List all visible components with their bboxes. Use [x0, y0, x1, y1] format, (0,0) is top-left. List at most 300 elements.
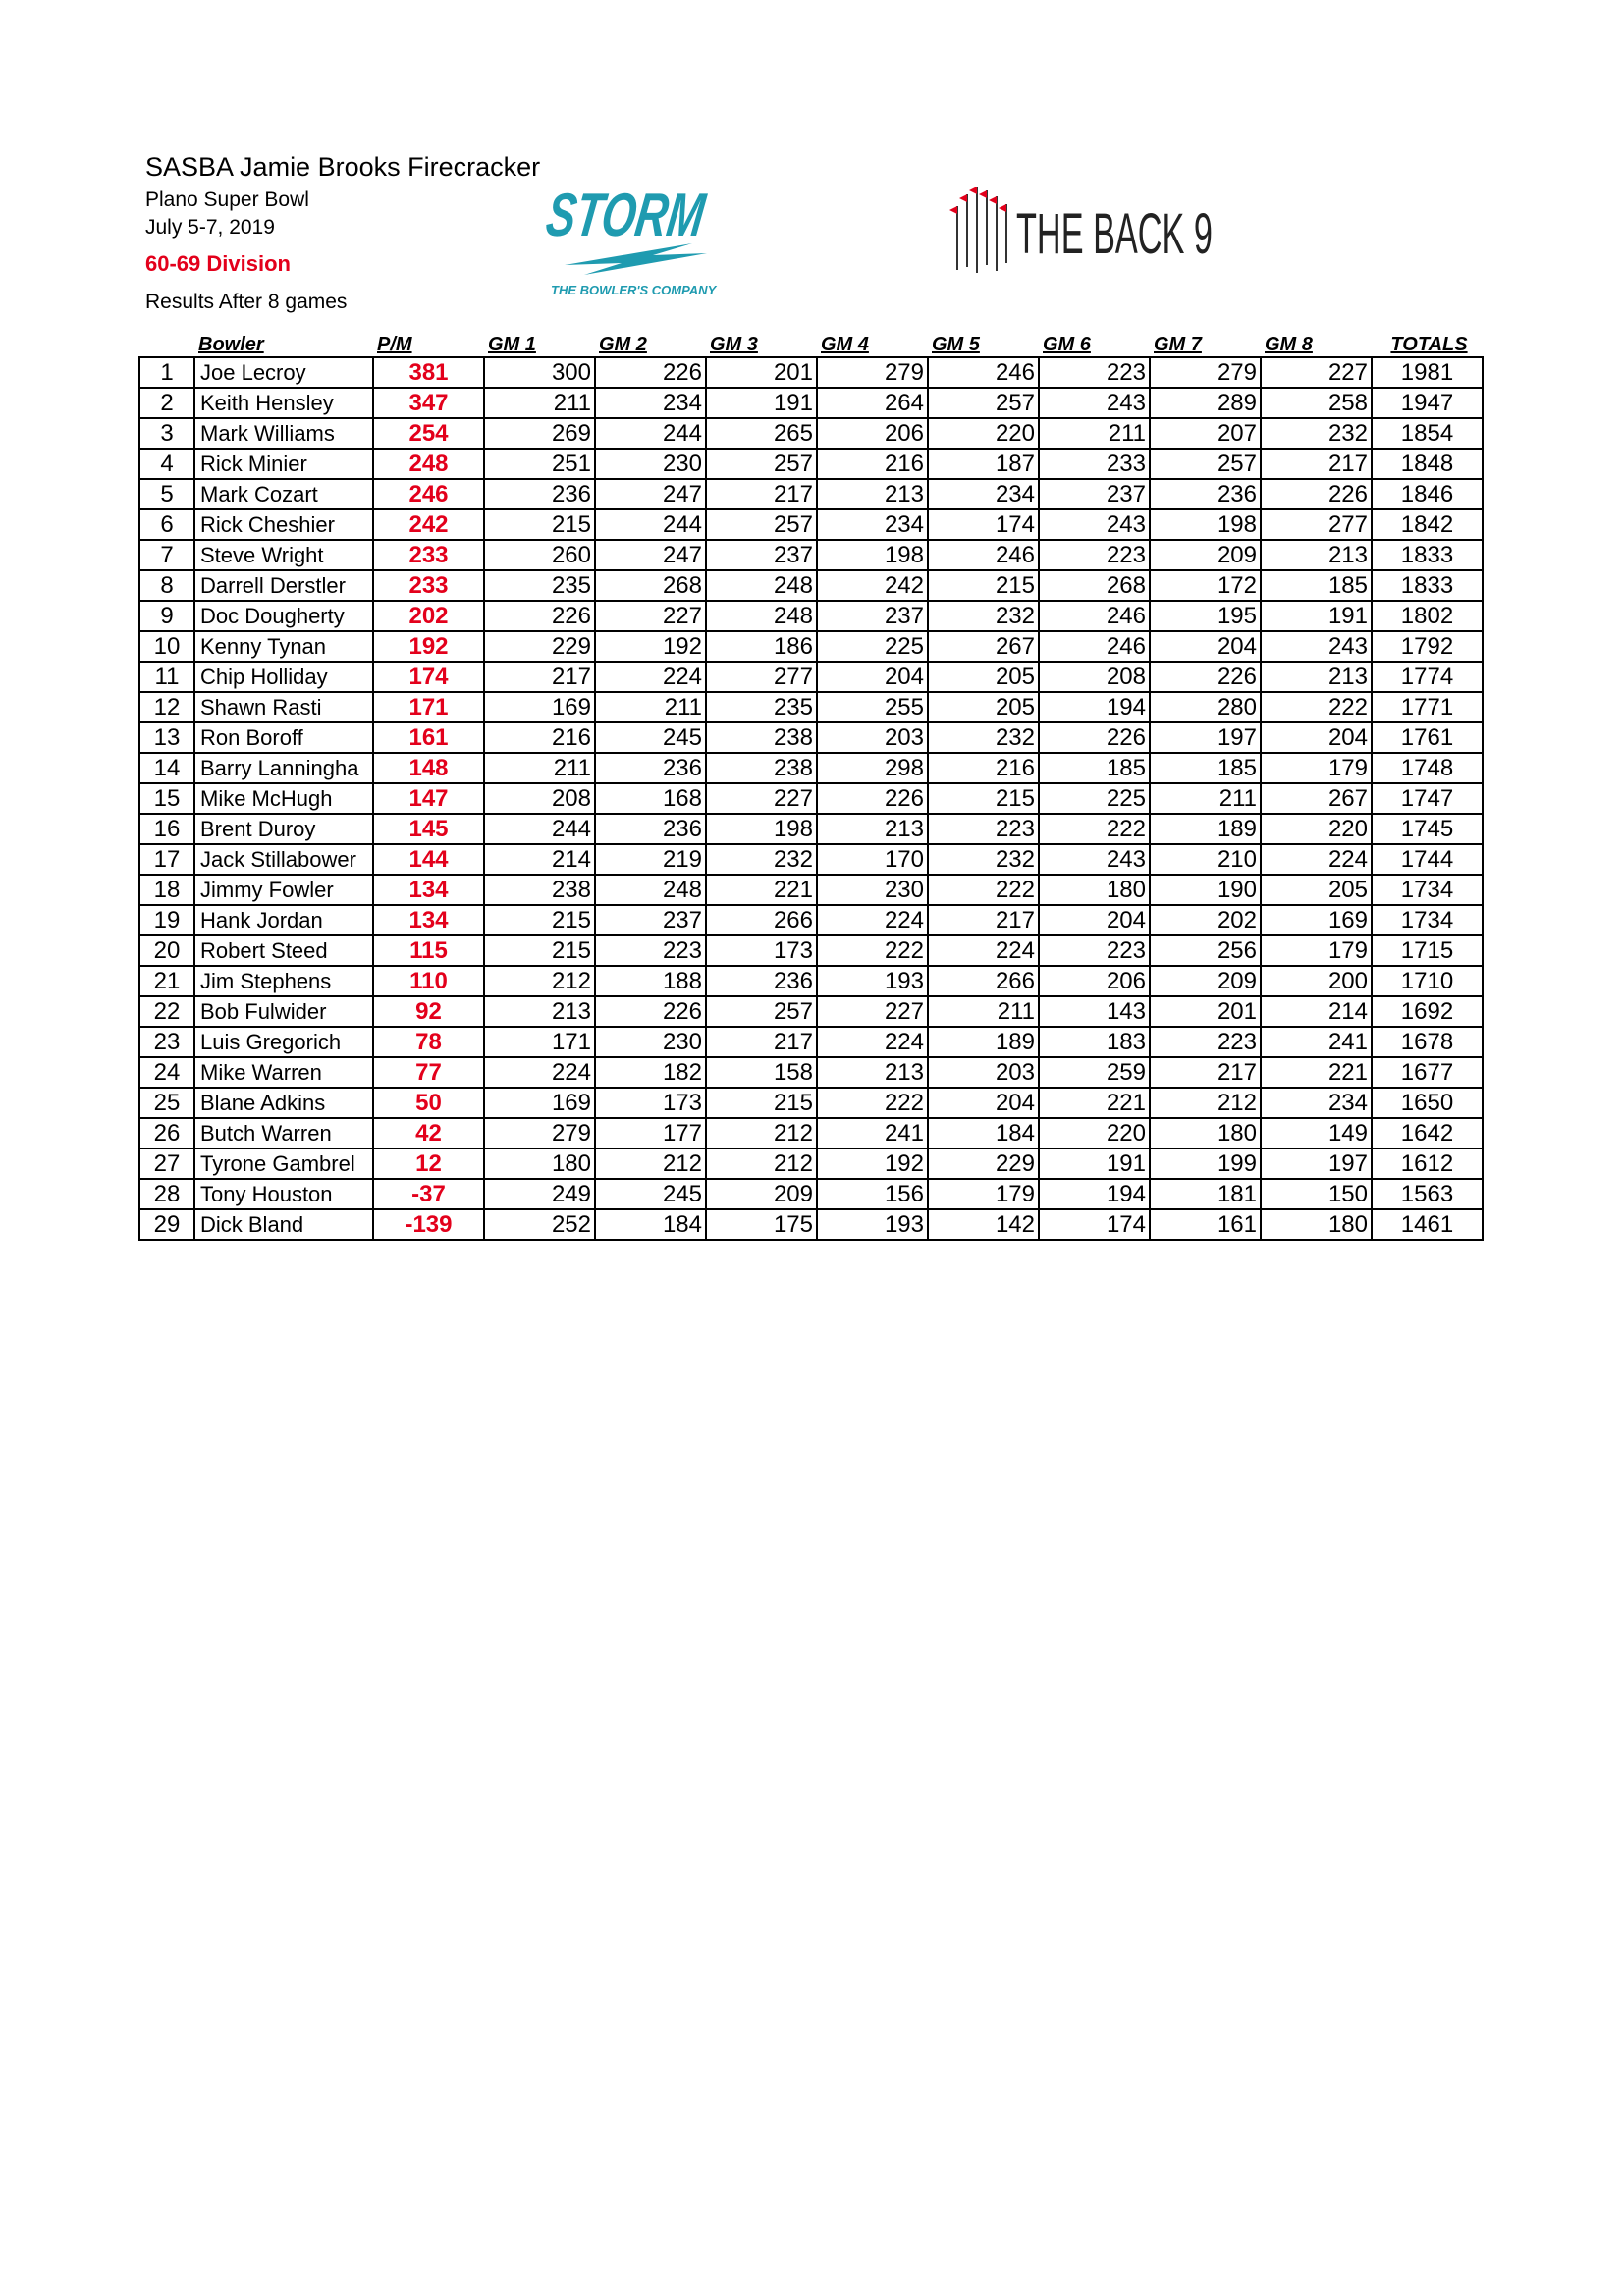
game-score-cell: 264	[817, 388, 928, 418]
back9-logo-text: THE BACK 9	[1016, 202, 1213, 266]
game-score-cell: 185	[1261, 570, 1372, 601]
bowler-name-cell: Tony Houston	[194, 1179, 373, 1209]
game-score-cell: 192	[595, 631, 706, 662]
game-score-cell: 225	[817, 631, 928, 662]
game-score-cell: 203	[817, 722, 928, 753]
rank-cell: 27	[139, 1148, 194, 1179]
bowler-name-cell: Chip Holliday	[194, 662, 373, 692]
game-score-cell: 235	[706, 692, 817, 722]
rank-cell: 20	[139, 935, 194, 966]
game-score-cell: 221	[706, 875, 817, 905]
game-score-cell: 252	[484, 1209, 595, 1240]
game-score-cell: 214	[1261, 996, 1372, 1027]
game-score-cell: 204	[1150, 631, 1261, 662]
game-score-cell: 289	[1150, 388, 1261, 418]
total-cell: 1734	[1372, 905, 1483, 935]
game-score-cell: 183	[1039, 1027, 1150, 1057]
bowler-name-cell: Mark Cozart	[194, 479, 373, 509]
venue-name: Plano Super Bowl	[145, 188, 309, 211]
game-score-cell: 208	[1039, 662, 1150, 692]
game-score-cell: 200	[1261, 966, 1372, 996]
storm-logo	[542, 175, 771, 302]
game-score-cell: 205	[928, 692, 1039, 722]
column-header: GM 6	[1043, 334, 1091, 355]
plus-minus-cell: 148	[373, 753, 484, 783]
game-score-cell: 197	[1150, 722, 1261, 753]
game-score-cell: 223	[928, 814, 1039, 844]
rank-cell: 14	[139, 753, 194, 783]
game-score-cell: 184	[595, 1209, 706, 1240]
game-score-cell: 242	[817, 570, 928, 601]
bowler-name-cell: Ron Boroff	[194, 722, 373, 753]
bowler-name-cell: Jim Stephens	[194, 966, 373, 996]
column-header: GM 5	[932, 334, 980, 355]
plus-minus-cell: 381	[373, 357, 484, 388]
game-score-cell: 217	[484, 662, 595, 692]
game-score-cell: 230	[595, 1027, 706, 1057]
game-score-cell: 220	[928, 418, 1039, 449]
table-row	[139, 1057, 1483, 1088]
game-score-cell: 211	[1150, 783, 1261, 814]
game-score-cell: 232	[928, 722, 1039, 753]
game-score-cell: 224	[928, 935, 1039, 966]
game-score-cell: 215	[484, 935, 595, 966]
game-score-cell: 211	[928, 996, 1039, 1027]
game-score-cell: 211	[484, 753, 595, 783]
game-score-cell: 227	[706, 783, 817, 814]
table-row	[139, 783, 1483, 814]
total-cell: 1744	[1372, 844, 1483, 875]
bowler-name-cell: Blane Adkins	[194, 1088, 373, 1118]
game-score-cell: 267	[928, 631, 1039, 662]
table-row	[139, 996, 1483, 1027]
game-score-cell: 298	[817, 753, 928, 783]
game-score-cell: 170	[817, 844, 928, 875]
game-score-cell: 179	[928, 1179, 1039, 1209]
rank-cell: 10	[139, 631, 194, 662]
total-cell: 1710	[1372, 966, 1483, 996]
game-score-cell: 143	[1039, 996, 1150, 1027]
game-score-cell: 173	[706, 935, 817, 966]
game-score-cell: 201	[706, 357, 817, 388]
game-score-cell: 235	[484, 570, 595, 601]
total-cell: 1678	[1372, 1027, 1483, 1057]
table-row	[139, 570, 1483, 601]
game-score-cell: 223	[1039, 540, 1150, 570]
game-score-cell: 193	[817, 1209, 928, 1240]
game-score-cell: 234	[817, 509, 928, 540]
rank-cell: 13	[139, 722, 194, 753]
rank-cell: 17	[139, 844, 194, 875]
game-score-cell: 224	[817, 1027, 928, 1057]
game-score-cell: 169	[484, 1088, 595, 1118]
game-score-cell: 246	[1039, 631, 1150, 662]
plus-minus-cell: 92	[373, 996, 484, 1027]
table-row	[139, 388, 1483, 418]
game-score-cell: 202	[1150, 905, 1261, 935]
table-row	[139, 1118, 1483, 1148]
game-score-cell: 182	[595, 1057, 706, 1088]
game-score-cell: 279	[817, 357, 928, 388]
table-row	[139, 1148, 1483, 1179]
game-score-cell: 205	[928, 662, 1039, 692]
game-score-cell: 268	[595, 570, 706, 601]
game-score-cell: 161	[1150, 1209, 1261, 1240]
game-score-cell: 241	[817, 1118, 928, 1148]
table-row	[139, 905, 1483, 935]
game-score-cell: 265	[706, 418, 817, 449]
game-score-cell: 248	[706, 601, 817, 631]
results-table	[138, 330, 1484, 1241]
game-score-cell: 212	[1150, 1088, 1261, 1118]
game-score-cell: 209	[1150, 966, 1261, 996]
game-score-cell: 236	[595, 814, 706, 844]
game-score-cell: 257	[706, 509, 817, 540]
rank-cell: 12	[139, 692, 194, 722]
bowler-name-cell: Mike Warren	[194, 1057, 373, 1088]
game-score-cell: 217	[706, 1027, 817, 1057]
table-row	[139, 814, 1483, 844]
total-cell: 1715	[1372, 935, 1483, 966]
bowler-name-cell: Dick Bland	[194, 1209, 373, 1240]
total-cell: 1947	[1372, 388, 1483, 418]
game-score-cell: 223	[1039, 357, 1150, 388]
total-cell: 1846	[1372, 479, 1483, 509]
game-score-cell: 198	[706, 814, 817, 844]
game-score-cell: 243	[1039, 509, 1150, 540]
table-row	[139, 418, 1483, 449]
division-label: 60-69 Division	[145, 251, 291, 276]
rank-cell: 26	[139, 1118, 194, 1148]
total-cell: 1848	[1372, 449, 1483, 479]
game-score-cell: 237	[595, 905, 706, 935]
game-score-cell: 244	[595, 509, 706, 540]
bowler-name-cell: Robert Steed	[194, 935, 373, 966]
game-score-cell: 172	[1150, 570, 1261, 601]
game-score-cell: 246	[928, 540, 1039, 570]
game-score-cell: 180	[1150, 1118, 1261, 1148]
event-dates: July 5-7, 2019	[145, 216, 275, 239]
plus-minus-cell: 242	[373, 509, 484, 540]
table-row	[139, 631, 1483, 662]
game-score-cell: 198	[1150, 509, 1261, 540]
total-cell: 1854	[1372, 418, 1483, 449]
plus-minus-cell: 147	[373, 783, 484, 814]
game-score-cell: 224	[595, 662, 706, 692]
game-score-cell: 257	[706, 996, 817, 1027]
game-score-cell: 204	[817, 662, 928, 692]
game-score-cell: 267	[1261, 783, 1372, 814]
column-header: GM 1	[488, 334, 536, 355]
bowler-name-cell: Rick Cheshier	[194, 509, 373, 540]
game-score-cell: 186	[706, 631, 817, 662]
bowler-name-cell: Tyrone Gambrel	[194, 1148, 373, 1179]
total-cell: 1842	[1372, 509, 1483, 540]
game-score-cell: 194	[1039, 1179, 1150, 1209]
game-score-cell: 206	[817, 418, 928, 449]
plus-minus-cell: 202	[373, 601, 484, 631]
total-cell: 1771	[1372, 692, 1483, 722]
game-score-cell: 222	[817, 1088, 928, 1118]
plus-minus-cell: 192	[373, 631, 484, 662]
total-cell: 1563	[1372, 1179, 1483, 1209]
game-score-cell: 279	[1150, 357, 1261, 388]
game-score-cell: 277	[706, 662, 817, 692]
game-score-cell: 193	[817, 966, 928, 996]
rank-cell: 1	[139, 357, 194, 388]
game-score-cell: 222	[1039, 814, 1150, 844]
total-cell: 1612	[1372, 1148, 1483, 1179]
plus-minus-cell: 161	[373, 722, 484, 753]
game-score-cell: 195	[1150, 601, 1261, 631]
game-score-cell: 236	[706, 966, 817, 996]
game-score-cell: 232	[928, 601, 1039, 631]
total-cell: 1677	[1372, 1057, 1483, 1088]
bowler-name-cell: Hank Jordan	[194, 905, 373, 935]
game-score-cell: 248	[595, 875, 706, 905]
game-score-cell: 221	[1039, 1088, 1150, 1118]
table-row	[139, 357, 1483, 388]
total-cell: 1650	[1372, 1088, 1483, 1118]
game-score-cell: 258	[1261, 388, 1372, 418]
plus-minus-cell: 233	[373, 570, 484, 601]
game-score-cell: 191	[1039, 1148, 1150, 1179]
rank-cell: 16	[139, 814, 194, 844]
game-score-cell: 216	[928, 753, 1039, 783]
game-score-cell: 300	[484, 357, 595, 388]
bowler-name-cell: Luis Gregorich	[194, 1027, 373, 1057]
game-score-cell: 197	[1261, 1148, 1372, 1179]
game-score-cell: 158	[706, 1057, 817, 1088]
plus-minus-cell: 248	[373, 449, 484, 479]
game-score-cell: 198	[817, 540, 928, 570]
game-score-cell: 224	[817, 905, 928, 935]
table-row	[139, 875, 1483, 905]
plus-minus-cell: 233	[373, 540, 484, 570]
bowler-name-cell: Kenny Tynan	[194, 631, 373, 662]
game-score-cell: 257	[1150, 449, 1261, 479]
storm-tagline: THE BOWLER'S COMPANY	[551, 283, 717, 297]
game-score-cell: 222	[928, 875, 1039, 905]
game-score-cell: 215	[484, 509, 595, 540]
game-score-cell: 232	[1261, 418, 1372, 449]
game-score-cell: 185	[1150, 753, 1261, 783]
game-score-cell: 232	[928, 844, 1039, 875]
bowler-name-cell: Joe Lecroy	[194, 357, 373, 388]
game-score-cell: 212	[706, 1118, 817, 1148]
game-score-cell: 234	[928, 479, 1039, 509]
game-score-cell: 192	[817, 1148, 928, 1179]
game-score-cell: 238	[706, 753, 817, 783]
game-score-cell: 236	[484, 479, 595, 509]
table-row	[139, 722, 1483, 753]
game-score-cell: 247	[595, 479, 706, 509]
game-score-cell: 203	[928, 1057, 1039, 1088]
game-score-cell: 233	[1039, 449, 1150, 479]
plus-minus-cell: 145	[373, 814, 484, 844]
plus-minus-cell: 246	[373, 479, 484, 509]
game-score-cell: 210	[1150, 844, 1261, 875]
game-score-cell: 211	[595, 692, 706, 722]
column-header: GM 2	[599, 334, 647, 355]
rank-cell: 28	[139, 1179, 194, 1209]
game-score-cell: 213	[484, 996, 595, 1027]
game-score-cell: 191	[706, 388, 817, 418]
game-score-cell: 266	[928, 966, 1039, 996]
table-row	[139, 540, 1483, 570]
game-score-cell: 227	[595, 601, 706, 631]
bowler-name-cell: Doc Dougherty	[194, 601, 373, 631]
game-score-cell: 237	[706, 540, 817, 570]
game-score-cell: 207	[1150, 418, 1261, 449]
game-score-cell: 211	[1039, 418, 1150, 449]
game-score-cell: 226	[1261, 479, 1372, 509]
plus-minus-cell: 115	[373, 935, 484, 966]
game-score-cell: 173	[595, 1088, 706, 1118]
plus-minus-cell: 42	[373, 1118, 484, 1148]
game-score-cell: 219	[595, 844, 706, 875]
plus-minus-cell: 144	[373, 844, 484, 875]
game-score-cell: 212	[484, 966, 595, 996]
plus-minus-cell: -139	[373, 1209, 484, 1240]
plus-minus-cell: 347	[373, 388, 484, 418]
game-score-cell: 217	[928, 905, 1039, 935]
bowler-name-cell: Brent Duroy	[194, 814, 373, 844]
game-score-cell: 201	[1150, 996, 1261, 1027]
game-score-cell: 217	[1150, 1057, 1261, 1088]
rank-cell: 21	[139, 966, 194, 996]
game-score-cell: 194	[1039, 692, 1150, 722]
bowler-name-cell: Jimmy Fowler	[194, 875, 373, 905]
game-score-cell: 220	[1261, 814, 1372, 844]
game-score-cell: 191	[1261, 601, 1372, 631]
game-score-cell: 257	[928, 388, 1039, 418]
game-score-cell: 238	[484, 875, 595, 905]
game-score-cell: 246	[928, 357, 1039, 388]
total-cell: 1745	[1372, 814, 1483, 844]
game-score-cell: 234	[1261, 1088, 1372, 1118]
game-score-cell: 232	[706, 844, 817, 875]
column-header: GM 3	[710, 334, 758, 355]
rank-cell: 24	[139, 1057, 194, 1088]
table-row	[139, 449, 1483, 479]
game-score-cell: 184	[928, 1118, 1039, 1148]
total-cell: 1461	[1372, 1209, 1483, 1240]
game-score-cell: 223	[1150, 1027, 1261, 1057]
game-score-cell: 174	[1039, 1209, 1150, 1240]
game-score-cell: 226	[595, 357, 706, 388]
column-header: GM 8	[1265, 334, 1313, 355]
game-score-cell: 213	[817, 479, 928, 509]
game-score-cell: 243	[1261, 631, 1372, 662]
total-cell: 1692	[1372, 996, 1483, 1027]
game-score-cell: 190	[1150, 875, 1261, 905]
table-row	[139, 1088, 1483, 1118]
game-score-cell: 255	[817, 692, 928, 722]
plus-minus-cell: 134	[373, 905, 484, 935]
game-score-cell: 245	[595, 722, 706, 753]
game-score-cell: 216	[484, 722, 595, 753]
total-cell: 1642	[1372, 1118, 1483, 1148]
plus-minus-cell: 50	[373, 1088, 484, 1118]
table-row	[139, 479, 1483, 509]
game-score-cell: 238	[706, 722, 817, 753]
game-score-cell: 269	[484, 418, 595, 449]
plus-minus-cell: 12	[373, 1148, 484, 1179]
game-score-cell: 168	[595, 783, 706, 814]
bowler-name-cell: Steve Wright	[194, 540, 373, 570]
table-row	[139, 844, 1483, 875]
plus-minus-cell: 171	[373, 692, 484, 722]
game-score-cell: 150	[1261, 1179, 1372, 1209]
plus-minus-cell: 77	[373, 1057, 484, 1088]
game-score-cell: 220	[1039, 1118, 1150, 1148]
rank-cell: 11	[139, 662, 194, 692]
column-header: GM 7	[1154, 334, 1202, 355]
game-score-cell: 248	[706, 570, 817, 601]
column-header: P/M	[377, 334, 412, 355]
game-score-cell: 180	[1261, 1209, 1372, 1240]
game-score-cell: 189	[928, 1027, 1039, 1057]
game-score-cell: 174	[928, 509, 1039, 540]
game-score-cell: 230	[817, 875, 928, 905]
game-score-cell: 257	[706, 449, 817, 479]
plus-minus-cell: 110	[373, 966, 484, 996]
game-score-cell: 199	[1150, 1148, 1261, 1179]
game-score-cell: 215	[706, 1088, 817, 1118]
game-score-cell: 224	[484, 1057, 595, 1088]
plus-minus-cell: 174	[373, 662, 484, 692]
table-row	[139, 966, 1483, 996]
game-score-cell: 213	[817, 814, 928, 844]
game-score-cell: 212	[595, 1148, 706, 1179]
rank-cell: 6	[139, 509, 194, 540]
game-score-cell: 251	[484, 449, 595, 479]
game-score-cell: 187	[928, 449, 1039, 479]
game-score-cell: 179	[1261, 935, 1372, 966]
game-score-cell: 236	[595, 753, 706, 783]
table-row	[139, 753, 1483, 783]
plus-minus-cell: 254	[373, 418, 484, 449]
game-score-cell: 215	[928, 783, 1039, 814]
game-score-cell: 268	[1039, 570, 1150, 601]
rank-cell: 15	[139, 783, 194, 814]
bowler-name-cell: Mark Williams	[194, 418, 373, 449]
column-header: Bowler	[198, 334, 264, 355]
table-row	[139, 1027, 1483, 1057]
rank-cell: 3	[139, 418, 194, 449]
rank-cell: 2	[139, 388, 194, 418]
game-score-cell: 204	[1261, 722, 1372, 753]
table-header-row	[139, 330, 1483, 357]
bowler-name-cell: Darrell Derstler	[194, 570, 373, 601]
rank-cell: 4	[139, 449, 194, 479]
game-score-cell: 227	[1261, 357, 1372, 388]
game-score-cell: 226	[1150, 662, 1261, 692]
game-score-cell: 229	[484, 631, 595, 662]
game-score-cell: 209	[1150, 540, 1261, 570]
game-score-cell: 241	[1261, 1027, 1372, 1057]
game-score-cell: 221	[1261, 1057, 1372, 1088]
game-score-cell: 204	[928, 1088, 1039, 1118]
game-score-cell: 245	[595, 1179, 706, 1209]
game-score-cell: 217	[1261, 449, 1372, 479]
game-score-cell: 226	[595, 996, 706, 1027]
table-row	[139, 509, 1483, 540]
game-score-cell: 223	[1039, 935, 1150, 966]
game-score-cell: 277	[1261, 509, 1372, 540]
game-score-cell: 179	[1261, 753, 1372, 783]
